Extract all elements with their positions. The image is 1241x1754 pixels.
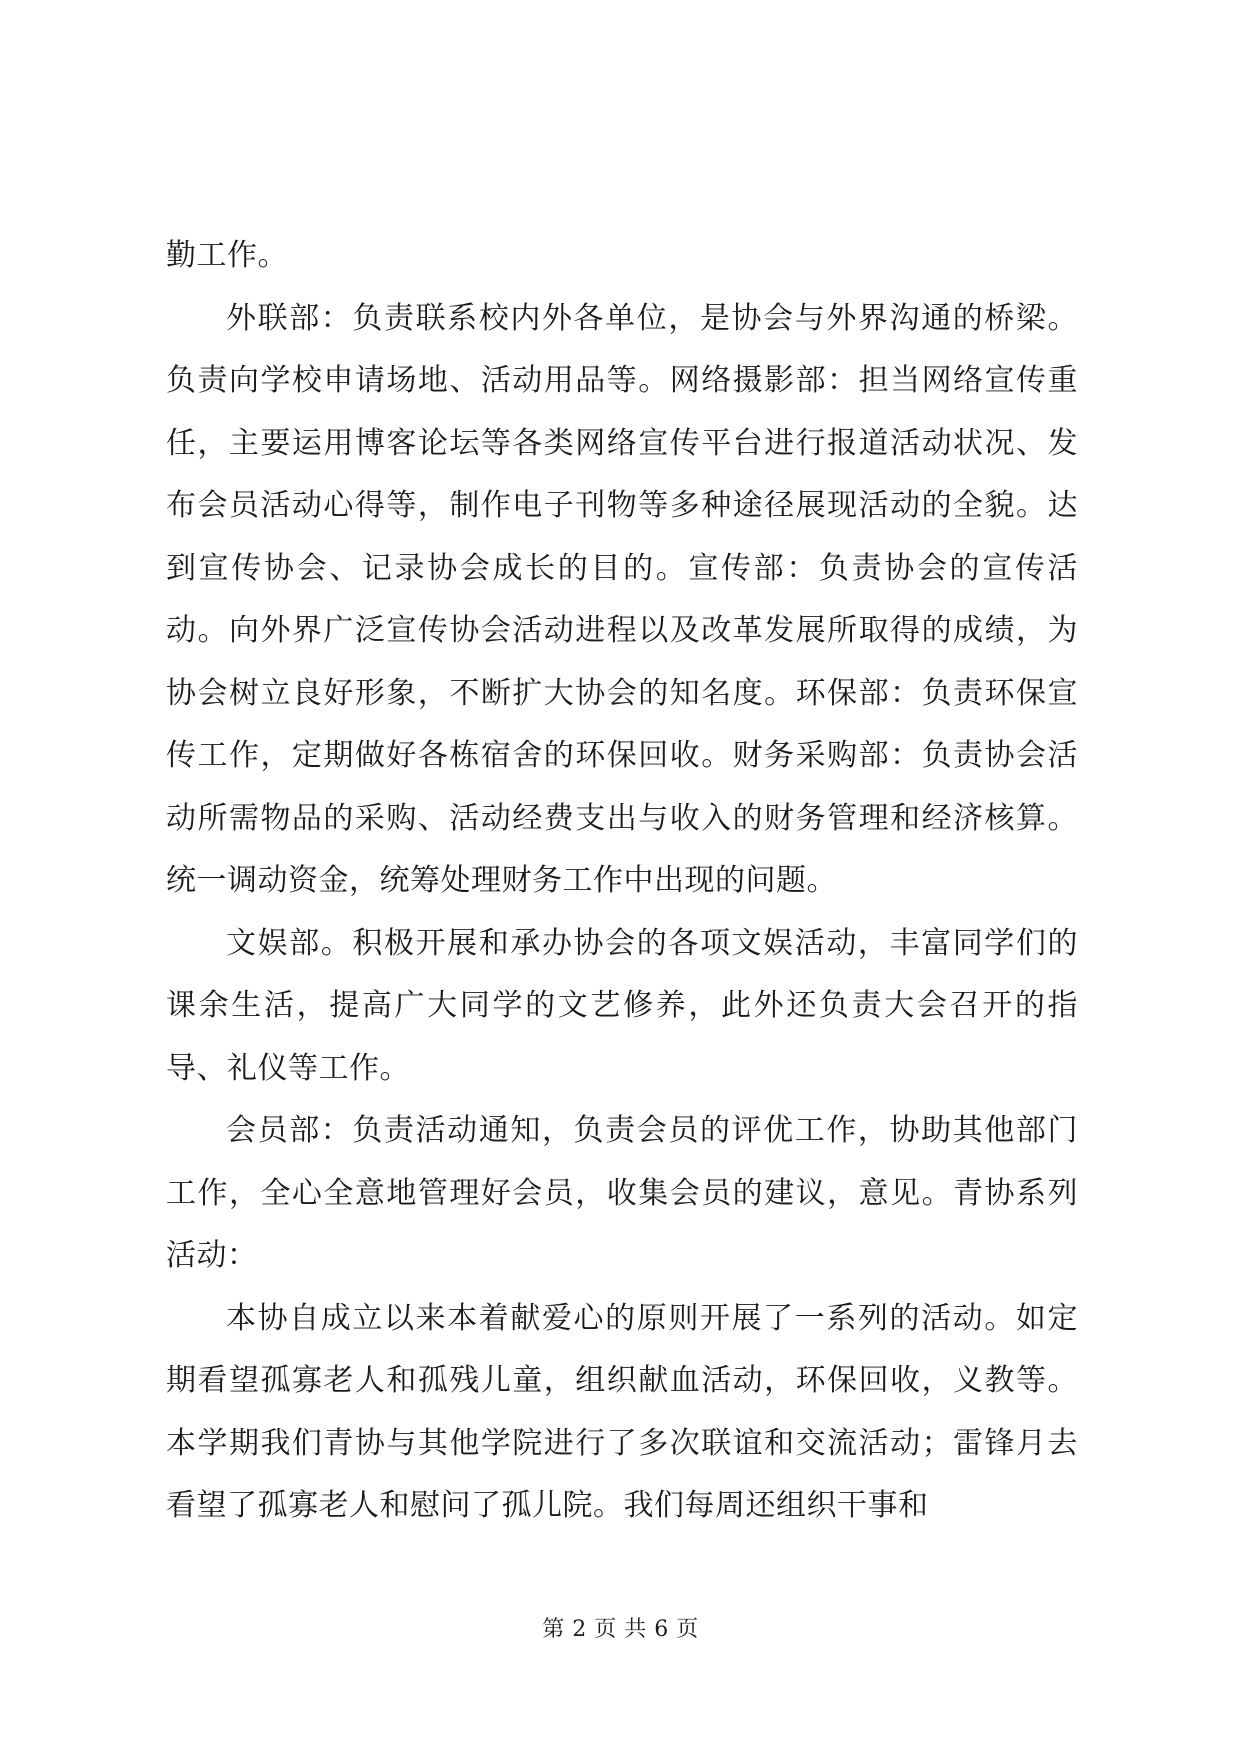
document-body (166, 225, 1078, 1538)
paragraph-2: 外联部：负责联系校内外各单位，是协会与外界沟通的桥梁。负责向学校申请场地、活动用品等。网络摄影部：担当网络宣传重任，主要运用博客论坛等各类网络宣传平台进行报道活动状况、发布会员活动心得等，制作电子刊物等多种途径展现活动的全貌。达到宣传协会、记录协会成长的目的。宣传部：负责协会的宣传活动。向外界广泛宣传协会活动进程以及改革发展所取得的成绩，为协会树立良好形象，不断扩大协会的知名度。环保部：负责环保宣传工作，定期做好各栋宿舍的环保回收。财务采购部：负责协会活动所需物品的采购、活动经费支出与收入的财务管理和经济核算。统一调动资金，统筹处理财务工作中出现的问题。 (166, 300, 1078, 898)
paragraph-5: 本协自成立以来本着献爱心的原则开展了一系列的活动。如定期看望孤寡老人和孤残儿童，组织献血活动，环保回收，义教等。本学期我们青协与其他学院进行了多次联谊和交流活动；雷锋月去看望了孤寡老人和慰问了孤儿院。我们每周还组织干事和 (166, 1300, 1078, 1523)
paragraph-3: 文娱部。积极开展和承办协会的各项文娱活动，丰富同学们的课余生活，提高广大同学的文艺修养，此外还负责大会召开的指导、礼仪等工作。 (166, 925, 1078, 1086)
paragraph-4: 会员部：负责活动通知，负责会员的评优工作，协助其他部门工作，全心全意地管理好会员，收集会员的建议，意见。青协系列活动： (166, 1113, 1078, 1273)
page-number-label: 第 2 页 共 6 页 (542, 1617, 699, 1642)
page-footer (0, 1612, 1241, 1643)
paragraph-1: 勤工作。 (166, 238, 288, 273)
